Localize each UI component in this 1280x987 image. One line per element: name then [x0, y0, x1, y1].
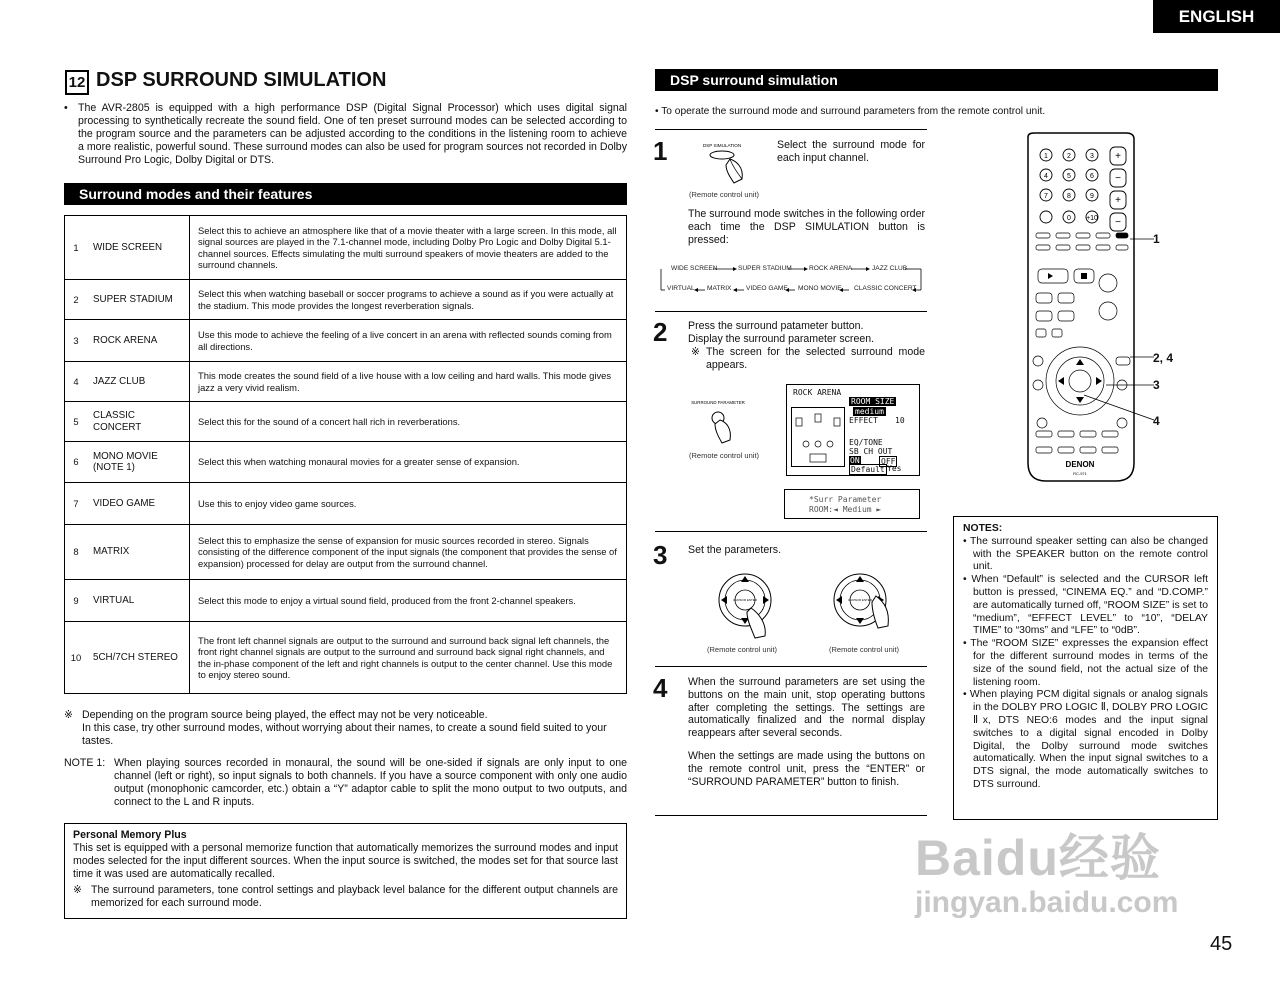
- osd-default: Default: [851, 465, 885, 474]
- mode-description: Use this mode to achieve the feeling of a live concert in an arena with reflected sounds coming from all directions.: [190, 320, 627, 362]
- cursor-pad-icon: [711, 566, 781, 638]
- intro-paragraph: [64, 102, 627, 167]
- osd-medium: medium: [855, 407, 884, 416]
- mode-row: [65, 402, 627, 442]
- mode-row: [65, 525, 627, 580]
- mode-description: Select this to emphasize the sense of expansion for music sources recorded in stereo. Signals consisting of the difference component of the input signals (the component that provides the sense of expansion) processed for delay are output from the surround channel.: [190, 525, 627, 580]
- step-3-text: Set the parameters.: [688, 544, 782, 556]
- flow-jazz-club: JAZZ CLUB: [872, 265, 908, 272]
- note-item: • The surround speaker setting can also be changed with the SPEAKER button on the remote control unit.: [963, 535, 1208, 573]
- notes-box: [953, 516, 1218, 820]
- svg-text:0: 0: [1067, 215, 1071, 222]
- effect-note-line1: Depending on the program source being played, the effect may not be very noticeable.: [82, 709, 488, 721]
- mode-name: ROCK ARENA: [87, 320, 190, 362]
- svg-text:1: 1: [1044, 153, 1048, 160]
- step-2-line1: Press the surround patameter button.: [688, 320, 864, 332]
- flow-video-game: VIDEO GAME: [746, 285, 788, 292]
- note-item: • The “ROOM SIZE” expresses the expansion effect for the different surround modes in terms of the size of the sound field, not the actual size of the listening room.: [963, 638, 1208, 688]
- flow-virtual: VIRTUAL: [667, 285, 695, 292]
- callout-3: 3: [1153, 378, 1160, 392]
- osd-on: ON: [850, 456, 860, 465]
- mode-row: [65, 216, 627, 280]
- svg-text:4: 4: [1044, 173, 1048, 180]
- remote-model: RC-971: [1073, 471, 1087, 476]
- mode-row: [65, 280, 627, 320]
- flow-wide-screen: WIDE SCREEN: [671, 265, 718, 272]
- pm-mark: ※: [73, 884, 82, 896]
- mode-number: 5: [65, 402, 88, 442]
- cursor-pad-icon: [826, 566, 902, 638]
- step-4-text1: When the surround parameters are set using the buttons on the main unit, stop operating buttons after completing the settings. The settings are automatically finalized and the normal display reappears after several seconds.: [688, 676, 925, 740]
- osd-effect-value: 10: [895, 416, 905, 425]
- divider: [655, 311, 927, 312]
- svg-text:7: 7: [1044, 193, 1048, 200]
- notes-title: NOTES:: [963, 523, 1003, 534]
- osd-sb-ch-out: SB CH OUT: [849, 447, 893, 456]
- dsp-simulation-title: DSP surround simulation: [655, 69, 1218, 91]
- divider: [655, 815, 927, 816]
- modes-section-title: Surround modes and their features: [64, 183, 627, 205]
- callout-2-4: 2, 4: [1153, 351, 1174, 365]
- watermark-url: jingyan.baidu.com: [915, 886, 1179, 919]
- mode-description: Select this when watching monaural movies for a greater sense of expansion.: [190, 442, 627, 483]
- mode-name: WIDE SCREEN: [87, 216, 190, 280]
- remote-caption: (Remote control unit): [707, 645, 778, 654]
- mode-row: [65, 622, 627, 694]
- mode-name: 5CH/7CH STEREO: [87, 622, 190, 694]
- mode-number: 6: [65, 442, 88, 483]
- note-1: [64, 757, 627, 809]
- note-item: • When “Default” is selected and the CURSOR left button is pressed, “CINEMA EQ.” and “D.COMP.” are automatically turned off, “ROOM SIZE” is set to “medium”, “EFFECT LEVEL” to “10”, “DELAY TIME” to “30ms” and “LFE” to “0dB”.: [963, 574, 1208, 637]
- section-title: DSP SURROUND SIMULATION: [96, 69, 387, 91]
- effect-note-line2: In this case, try other surround modes, without worrying about their names, to create a sound field suited to your tastes.: [82, 722, 607, 747]
- svg-text:+: +: [1115, 195, 1121, 206]
- mode-number: 2: [65, 280, 88, 320]
- mode-number: 4: [65, 362, 88, 402]
- remote-caption: (Remote control unit): [689, 451, 760, 460]
- personal-memory-title: Personal Memory Plus: [73, 829, 187, 841]
- osd-room-size: ROOM SIZE: [851, 397, 895, 406]
- mode-row: [65, 442, 627, 483]
- step-1-text2: The surround mode switches in the following order each time the DSP SIMULATION button is pressed:: [688, 208, 925, 246]
- step-4-text2: When the settings are made using the buttons on the remote control unit, press the “ENTER” or “SURROUND PARAMETER” button to finish.: [688, 750, 925, 788]
- note-item-text: When playing PCM digital signals or analog signals in the DOLBY PRO LOGIC Ⅱ, DOLBY PRO LOGIC Ⅱx, DTS NEO:6 modes and the input signal switches to a digital signal encoded in Dolby Digital, the Dolby surround mode switches automatically. When the input signal switches to a DTS signal, the mode automatically switches to DTS surround.: [969, 689, 1208, 790]
- watermark-logo: Baidu经验: [915, 830, 1161, 886]
- mode-name: MONO MOVIE (NOTE 1): [87, 442, 190, 483]
- flow-super-stadium: SUPER STADIUM: [738, 265, 792, 272]
- front-display: [784, 489, 920, 519]
- step-2-note-text: The screen for the selected surround mode appears.: [706, 346, 925, 371]
- svg-text:6: 6: [1090, 173, 1094, 180]
- sp-button-label: SURROUND PARAMETER: [691, 400, 745, 405]
- callout-4: 4: [1153, 414, 1160, 428]
- display-line-2: ROOM:◄ Medium ►: [809, 505, 882, 514]
- display-line-1: *Surr Parameter: [809, 495, 882, 504]
- osd-off: OFF: [881, 457, 896, 466]
- svg-text:−: −: [1115, 217, 1121, 228]
- mode-name: VIRTUAL: [87, 580, 190, 622]
- mode-row: [65, 362, 627, 402]
- mode-description: Select this mode to enjoy a virtual sound field, produced from the front 2-channel speakers.: [190, 580, 627, 622]
- step-2-line2: Display the surround parameter screen.: [688, 333, 875, 345]
- mode-number: 8: [65, 525, 88, 580]
- osd-yes: Yes: [887, 464, 902, 473]
- mode-number: 7: [65, 483, 88, 525]
- remote-brand: DENON: [1065, 460, 1095, 469]
- mode-row: [65, 580, 627, 622]
- divider: [655, 531, 927, 532]
- step-1-text: Select the surround mode for each input channel.: [777, 139, 925, 164]
- flow-rock-arena: ROCK ARENA: [809, 265, 853, 272]
- page-number: 45: [1210, 933, 1233, 955]
- flow-matrix: MATRIX: [707, 285, 732, 292]
- bullet: •: [64, 102, 68, 114]
- mode-number: 10: [65, 622, 88, 694]
- intro-text: The AVR-2805 is equipped with a high performance DSP (Digital Signal Processor) which uses digital signal processing to synthetically recreate the sound field. One of ten preset surround modes can be selected according to the program source and the parameters can be adjusted according to the conditions in the listening room to achieve a more realistic, powerful sound. These surround modes can also be used for program sources not recorded in Dolby Surround Pro Logic, Dolby Digital or DTS.: [78, 102, 627, 166]
- remote-control-illustration: [1022, 133, 1140, 485]
- remote-caption: (Remote control unit): [689, 190, 760, 199]
- pad-label: CURSOR ENTER: [847, 598, 873, 602]
- svg-text:+: +: [1115, 151, 1121, 162]
- mode-number: 3: [65, 320, 88, 362]
- svg-text:3: 3: [1090, 153, 1094, 160]
- mode-description: Select this to achieve an atmosphere like that of a movie theater with a large screen. In this mode, all signal sources are played in the 7.1-channel mode, including Dolby Pro Logic and Dolby Digital 5.1-channel sources. Effects simulating the multi surround speakers of movie theaters are added to the surround channels.: [190, 216, 627, 280]
- note-item-text: The “ROOM SIZE” expresses the expansion effect for the different surround modes in terms of the size of the sound field, not the actual size of the listening room.: [970, 638, 1208, 688]
- mode-row: [65, 320, 627, 362]
- svg-text:+10: +10: [1086, 215, 1098, 222]
- effect-note: [64, 709, 627, 748]
- osd-title: ROCK ARENA: [793, 388, 842, 397]
- right-intro: • To operate the surround mode and surround parameters from the remote control unit.: [655, 106, 1046, 117]
- note-1-label: NOTE 1:: [64, 757, 106, 769]
- mode-name: VIDEO GAME: [87, 483, 190, 525]
- mode-description: Use this to enjoy video game sources.: [190, 483, 627, 525]
- flow-mono-movie: MONO MOVIE: [798, 285, 842, 292]
- mode-name: MATRIX: [87, 525, 190, 580]
- divider: [655, 129, 927, 130]
- mode-row: [65, 483, 627, 525]
- speaker-layout-icon: [792, 408, 844, 466]
- mode-description: Select this when watching baseball or soccer programs to achieve a sound as if you were actually at the stadium. This mode provides the longest reverberation signals.: [190, 280, 627, 320]
- divider: [655, 666, 927, 667]
- svg-text:2: 2: [1067, 153, 1071, 160]
- svg-text:8: 8: [1067, 193, 1071, 200]
- dsp-simulation-button-icon: [700, 137, 760, 187]
- note-1-text: When playing sources recorded in monaural, the sound will be one-sided if signals are only input to one channel (left or right), so input signals to both channels. If you have a source component with only one audio output (monophonic camcorder, etc.) obtain a “Y” adaptor cable to split the mono output to two outputs, and connect to the L and R inputs.: [114, 757, 627, 808]
- mode-name: SUPER STADIUM: [87, 280, 190, 320]
- note-item-text: The surround speaker setting can also be changed with the SPEAKER button on the remote control unit.: [969, 535, 1208, 573]
- mode-name: CLASSIC CONCERT: [87, 402, 190, 442]
- surround-modes-table: [64, 215, 627, 694]
- mode-description: This mode creates the sound field of a live house with a low ceiling and hard walls. This mode gives jazz a very vivid realism.: [190, 362, 627, 402]
- osd-screen: [786, 384, 920, 476]
- callout-1: 1: [1153, 232, 1160, 246]
- mode-number: 1: [65, 216, 88, 280]
- note-item-text: When “Default” is selected and the CURSOR left button is pressed, “CINEMA EQ.” and “D.COMP.” are automatically turned off, “ROOM SIZE” is set to “medium”, “EFFECT LEVEL” to “10”, “DELAY TIME” to “30ms” and “LFE” to “0dB”.: [971, 574, 1208, 637]
- dsp-button-label: DSP SIMULATION: [702, 143, 742, 148]
- osd-effect: EFFECT: [849, 416, 878, 425]
- watermark: [915, 818, 1178, 920]
- mode-name: JAZZ CLUB: [87, 362, 190, 402]
- surround-parameter-button-icon: [691, 396, 750, 446]
- note-mark: ※: [64, 709, 73, 721]
- mode-description: The front left channel signals are output to the surround and surround back signal left channels, the front right channel signals are output to the surround and surround back signal right channels, and the in-phase component of the left and right channels is output to the center channel. Use this mode to enjoy stereo sound.: [190, 622, 627, 694]
- svg-text:9: 9: [1090, 193, 1094, 200]
- note-item: • When playing PCM digital signals or analog signals in the DOLBY PRO LOGIC Ⅱ, DOLBY PRO LOGIC Ⅱx, DTS NEO:6 modes and the input signal switches to a digital signal encoded in Dolby Digital, the Dolby surround mode switches automatically. When the input signal switches to a DTS signal, the mode automatically switches to DTS surround.: [963, 689, 1208, 790]
- svg-text:5: 5: [1067, 173, 1071, 180]
- section-number: 12: [65, 70, 89, 95]
- osd-eq-tone: EQ/TONE: [849, 438, 883, 447]
- language-tab: ENGLISH: [1153, 0, 1280, 33]
- mode-description: Select this for the sound of a concert hall rich in reverberations.: [190, 402, 627, 442]
- remote-caption: (Remote control unit): [829, 645, 900, 654]
- flow-classic-concert: CLASSIC CONCERT: [854, 285, 917, 292]
- osd-speaker-layout: [791, 407, 845, 467]
- step-2-note: [691, 346, 925, 372]
- step-1-number: 1: [653, 136, 668, 166]
- svg-text:−: −: [1115, 173, 1121, 184]
- step-4-number: 4: [653, 673, 668, 703]
- step-2-number: 2: [653, 317, 668, 347]
- personal-memory-text: This set is equipped with a personal memorize function that automatically memorizes the surround modes and input modes selected for the input different sources. When the input source is switched, the modes set for that source last time it was used are automatically recalled.: [73, 842, 618, 880]
- personal-memory-box: [64, 823, 627, 919]
- pad-label: CURSOR ENTER: [732, 598, 758, 602]
- step-3-number: 3: [653, 540, 668, 570]
- personal-memory-note: The surround parameters, tone control settings and playback level balance for the different output channels are memorized for each surround mode.: [91, 884, 618, 909]
- mode-number: 9: [65, 580, 88, 622]
- step-2-mark: ※: [691, 346, 700, 358]
